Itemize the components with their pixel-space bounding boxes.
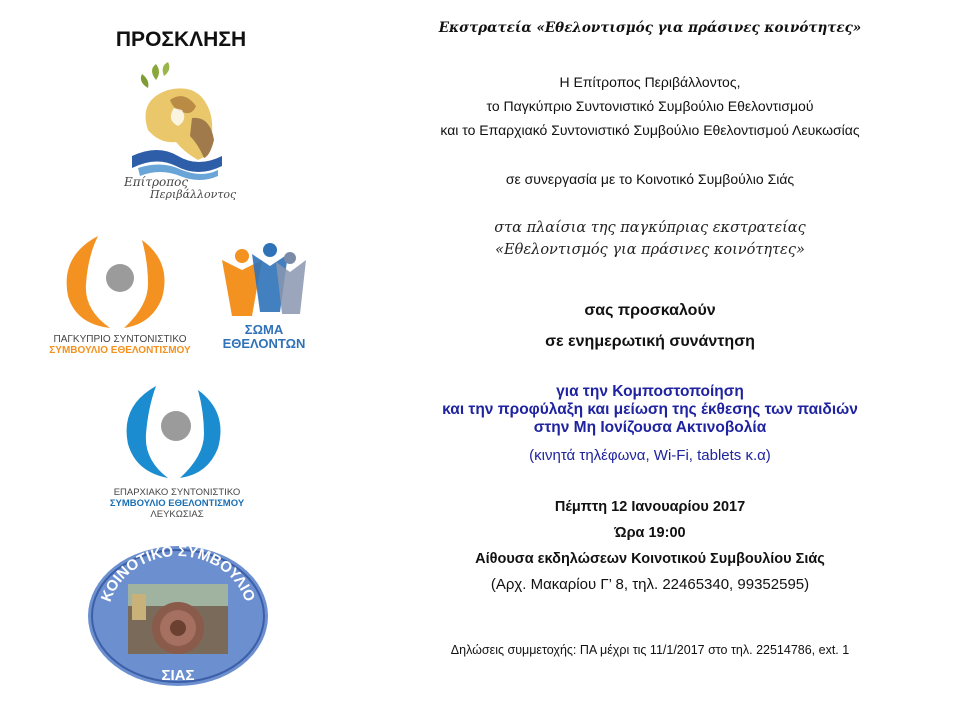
pancyprian-logo-line2: ΣΥΜΒΟΥΛΙΟ ΕΘΕΛΟΝΤΙΣΜΟΥ — [49, 345, 191, 356]
district-volunteerism-council-logo — [102, 380, 252, 520]
event-date: Πέμπτη 12 Ιανουαρίου 2017 — [554, 499, 746, 515]
invite-line: σας προσκαλούν — [584, 302, 716, 319]
event-address: (Αρχ. Μακαρίου Γ’ 8, τηλ. 22465340, 99352595) — [490, 576, 810, 593]
rsvp-note: Δηλώσεις συμμετοχής: ΠΑ μέχρι τις 11/1/2017 στο τηλ. 22514786, ext. 1 — [450, 643, 850, 657]
topic-examples: (κινητά τηλέφωνα, Wi-Fi, tablets κ.α) — [529, 447, 771, 464]
organizers-block — [380, 70, 920, 142]
volunteer-corps-logo — [212, 236, 316, 360]
invitation-title: ΠΡΟΣΚΛΗΣΗ — [115, 28, 247, 51]
pancyprian-logo-graphic — [40, 226, 200, 331]
event-time: Ώρα 19:00 — [614, 525, 686, 541]
district-logo-line1: ΕΠΑΡΧΙΑΚΟ ΣΥΝΤΟΝΙΣΤΙΚΟ — [113, 487, 241, 498]
district-logo-graphic — [102, 380, 252, 480]
community-council-seal — [86, 544, 270, 688]
community-logo-top-text: ΚΟΙΝΟΤΙΚΟ ΣΥΜΒΟΥΛΙΟ — [97, 544, 259, 605]
environment-logo-text-1: Επίτροπος — [124, 175, 189, 189]
event-venue: Αίθουσα εκδηλώσεων Κοινοτικού Συμβουλίου Σιάς — [475, 551, 825, 567]
invite-statement — [380, 295, 920, 357]
topic-line: και την προφύλαξη και μείωση της έκθεσης των παιδιών — [442, 401, 858, 418]
cooperation-line: σε συνεργασία με το Κοινοτικό Συμβούλιο Σιάς — [505, 171, 795, 187]
environment-commissioner-logo — [118, 60, 238, 200]
event-details — [380, 494, 920, 598]
volunteer-corps-line1: ΣΩΜΑ — [244, 322, 284, 337]
district-logo-line2: ΣΥΜΒΟΥΛΙΟ ΕΘΕΛΟΝΤΙΣΜΟΥ — [109, 498, 245, 509]
environment-logo-graphic — [118, 60, 238, 200]
volunteer-corps-figures — [212, 236, 316, 318]
meeting-topic — [380, 383, 920, 437]
framework-line: «Εθελοντισμός για πράσινες κοινότητες» — [495, 242, 805, 258]
campaign-header: Εκστρατεία «Εθελοντισμός για πράσινες κοινότητες» — [438, 20, 862, 36]
volunteer-corps-line2: ΕΘΕΛΟΝΤΩΝ — [222, 336, 306, 351]
topic-line: για την Κομποστοποίηση — [556, 383, 744, 400]
environment-logo-text-2: Περιβάλλοντος — [150, 188, 237, 200]
pancyprian-volunteerism-council-logo — [40, 226, 200, 358]
organizer-line: το Παγκύπριο Συντονιστικό Συμβούλιο Εθελοντισμού — [486, 98, 814, 114]
community-council-sia-logo — [86, 544, 270, 688]
pancyprian-logo-line1: ΠΑΓΚΥΠΡΙΟ ΣΥΝΤΟΝΙΣΤΙΚΟ — [53, 334, 187, 345]
community-logo-bottom-text: ΣΙΑΣ — [161, 667, 195, 684]
organizer-line: Η Επίτροπος Περιβάλλοντος, — [559, 74, 741, 90]
campaign-framework — [380, 217, 920, 261]
district-logo-line3: ΛΕΥΚΩΣΙΑΣ — [150, 509, 204, 520]
organizer-line: και το Επαρχιακό Συντονιστικό Συμβούλιο Εθελοντισμού Λευκωσίας — [440, 122, 860, 138]
topic-line: στην Μη Ιονίζουσα Ακτινοβολία — [533, 419, 767, 436]
invite-line: σε ενημερωτική συνάντηση — [545, 333, 755, 350]
framework-line: στα πλαίσια της παγκύπριας εκστρατείας — [494, 220, 806, 236]
